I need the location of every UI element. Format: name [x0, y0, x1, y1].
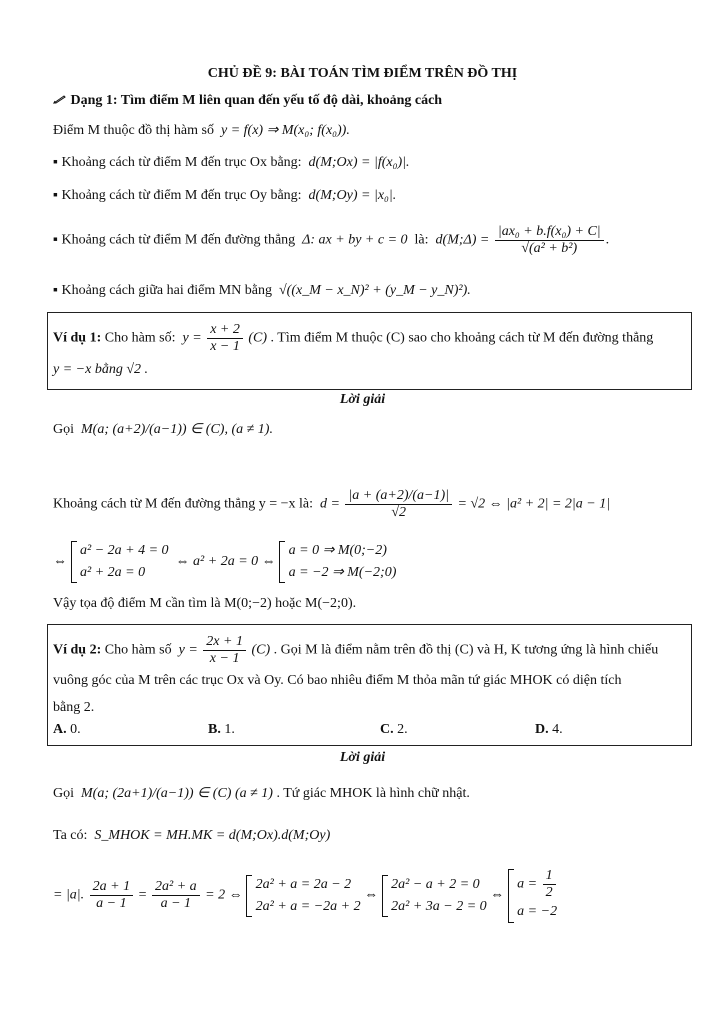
solution-1-line-3: ⇔ a² − 2a + 4 = 0 a² + 2a = 0 ⇔ a² + 2a = 0 ⇔ a = 0 ⇒ M(0;−2) a = −2 ⇒ M(−2;0) [53, 540, 396, 584]
solution-1-conclusion: Vậy tọa độ điểm M cần tìm là M(0;−2) hoặc M(−2;0). [53, 596, 357, 611]
theory-bullet-oy: ▪ Khoảng cách từ điểm M đến trục Oy bằng: d(M;Oy) = |x₀|. [53, 188, 397, 203]
distance-fraction: $\frac{\text{|ax₀ + b.f(x₀) + C|}}{\text{√(a² + b²)}}$ [495, 224, 604, 257]
pen-icon [53, 93, 67, 109]
example-1-line-2: y = −x bằng √2 . [53, 362, 149, 377]
section-heading: Dạng 1: Tìm điểm M liên quan đến yếu tố độ dài, khoảng cách [53, 93, 442, 109]
solution-2-heading: Lời giải [339, 750, 386, 765]
solution-2-line-1: Gọi M(a; (2a+1)/(a−1)) ∈ (C) (a ≠ 1) . Tứ giác MHOK là hình chữ nhật. [53, 786, 470, 801]
example-2-line-3: bằng 2. [53, 700, 95, 715]
theory-bullet-ox: ▪ Khoảng cách từ điểm M đến trục Ox bằng: d(M;Ox) = |f(x₀)|. [53, 155, 410, 170]
theory-intro: Điểm M thuộc đồ thị hàm số y = f(x) ⇒ M(x₀; f(x₀)). [53, 123, 350, 138]
document-page: CHỦ ĐỀ 9: BÀI TOÁN TÌM ĐIỂM TRÊN ĐỒ THỊ Dạng 1: Tìm điểm M liên quan đến yếu tố độ dài, khoảng cách Điểm M thuộc đồ thị hàm số y = f(x) ⇒ M(x₀; f(x₀)). ▪ Khoảng cách từ điểm M đến trục Ox bằng: d(M;Ox) = |f(x₀)|. ▪ Khoảng cách từ điểm M đến trục Oy bằng: d(M;Oy) = |x₀|. ▪ Khoảng cách từ điểm M đến đường thẳng Δ: ax + by + c = 0 là: d(M;Δ) = $\frac{\text{|ax₀ + b.f(x₀) + C|}}{\text{√(a² + b²)}}$ . ▪ Khoảng cách giữa hai điểm MN bằng √((x_M − x_N)² + (y_M − y_N)²). Ví dụ 1: Cho hàm số: y = $\frac{x + 2}{x - 1}$ (C) . Tìm điểm M thuộc (C) sao cho khoảng cách từ M đến đường thẳng y = −x bằng √2 . Lời giải Gọi M(a; (a+2)/(a−1)) ∈ (C), (a ≠ 1). Khoảng cách từ M đến đường thẳng y = −x là: d = $\frac{|a + (a+2)/(a-1)|}{√2}$ = √2 ⇔ |a² + 2| = 2|a − 1| ⇔ a² − 2a + 4 = 0 a² + 2a = 0 ⇔ a² + 2a = 0 ⇔ a = 0 ⇒ M(0;−2) a = −2 ⇒ M(−2;0) Vậy tọa độ điểm M cần tìm là M(0;−2) hoặc M(−2;0). Ví dụ 2: Cho hàm số y = $\frac{2x + 1}{x - 1}$ (C) . Gọi M là điểm nằm trên đồ thị (C) và H, K tương ứng là hình chiếu vuông góc của M trên các trục Ox và Oy. Có bao nhiêu điểm M thỏa mãn tứ giác MHOK có diện tích bằng 2. A. 0. B. 1. C. 2. D. 4. Lời giải Gọi M(a; (2a+1)/(a−1)) ∈ (C) (a ≠ 1) . Tứ giác MHOK là hình chữ nhật. Ta có: S_MHOK = MH.MK = d(M;Ox).d(M;Oy) = |a|. $\frac{2a + 1}{a - 1}$ = $\frac{\text{2a² + a}}{a - 1}$ = 2 ⇔ 2a² + a = 2a − 2 2a² + a = −2a + 2 ⇔ 2a² − a + 2 = 0 2a² + 3a − 2 = 0 ⇔ a = $\frac{1}{2}$ a = −2 [0, 0, 725, 1024]
example-2-line-1: Ví dụ 2: Cho hàm số y = $\frac{2x + 1}{x - 1}$ (C) . Gọi M là điểm nằm trên đồ thị (C) và H, K tương ứng là hình chiếu [53, 634, 659, 666]
solution-2-line-2: Ta có: S_MHOK = MH.MK = d(M;Ox).d(M;Oy) [53, 828, 331, 843]
theory-bullet-mn: ▪ Khoảng cách giữa hai điểm MN bằng √((x_M − x_N)² + (y_M − y_N)²). [53, 283, 471, 298]
solution-1-line-1: Gọi M(a; (a+2)/(a−1)) ∈ (C), (a ≠ 1). [53, 422, 273, 437]
page-title: CHỦ ĐỀ 9: BÀI TOÁN TÌM ĐIỂM TRÊN ĐỒ THỊ [207, 66, 518, 81]
example-1-line-1: Ví dụ 1: Cho hàm số: y = $\frac{x + 2}{x - 1}$ (C) . Tìm điểm M thuộc (C) sao cho khoảng cách từ M đến đường thẳng [53, 322, 654, 354]
example-2-line-2: vuông góc của M trên các trục Ox và Oy. Có bao nhiêu điểm M thỏa mãn tứ giác MHOK có diện tích [53, 673, 622, 688]
solution-2-line-3: = |a|. $\frac{2a + 1}{a - 1}$ = $\frac{\text{2a² + a}}{a - 1}$ = 2 ⇔ 2a² + a = 2a − 2 2a² + a = −2a + 2 ⇔ 2a² − a + 2 = 0 2a² + 3a − 2 = 0 ⇔ a = $\frac{1}{2}$ a = −2 [53, 868, 558, 923]
solution-1-line-2: Khoảng cách từ M đến đường thẳng y = −x là: d = $\frac{|a + (a+2)/(a-1)|}{√2}$ = √2 ⇔ |a² + 2| = 2|a − 1| [53, 488, 611, 520]
solution-1-heading: Lời giải [339, 392, 386, 407]
theory-bullet-line: ▪ Khoảng cách từ điểm M đến đường thẳng Δ: ax + by + c = 0 là: d(M;Δ) = $\frac{\text{|ax₀ + b.f(x₀) + C|}}{\text{√(a² + b²)}}$ . [53, 224, 610, 256]
